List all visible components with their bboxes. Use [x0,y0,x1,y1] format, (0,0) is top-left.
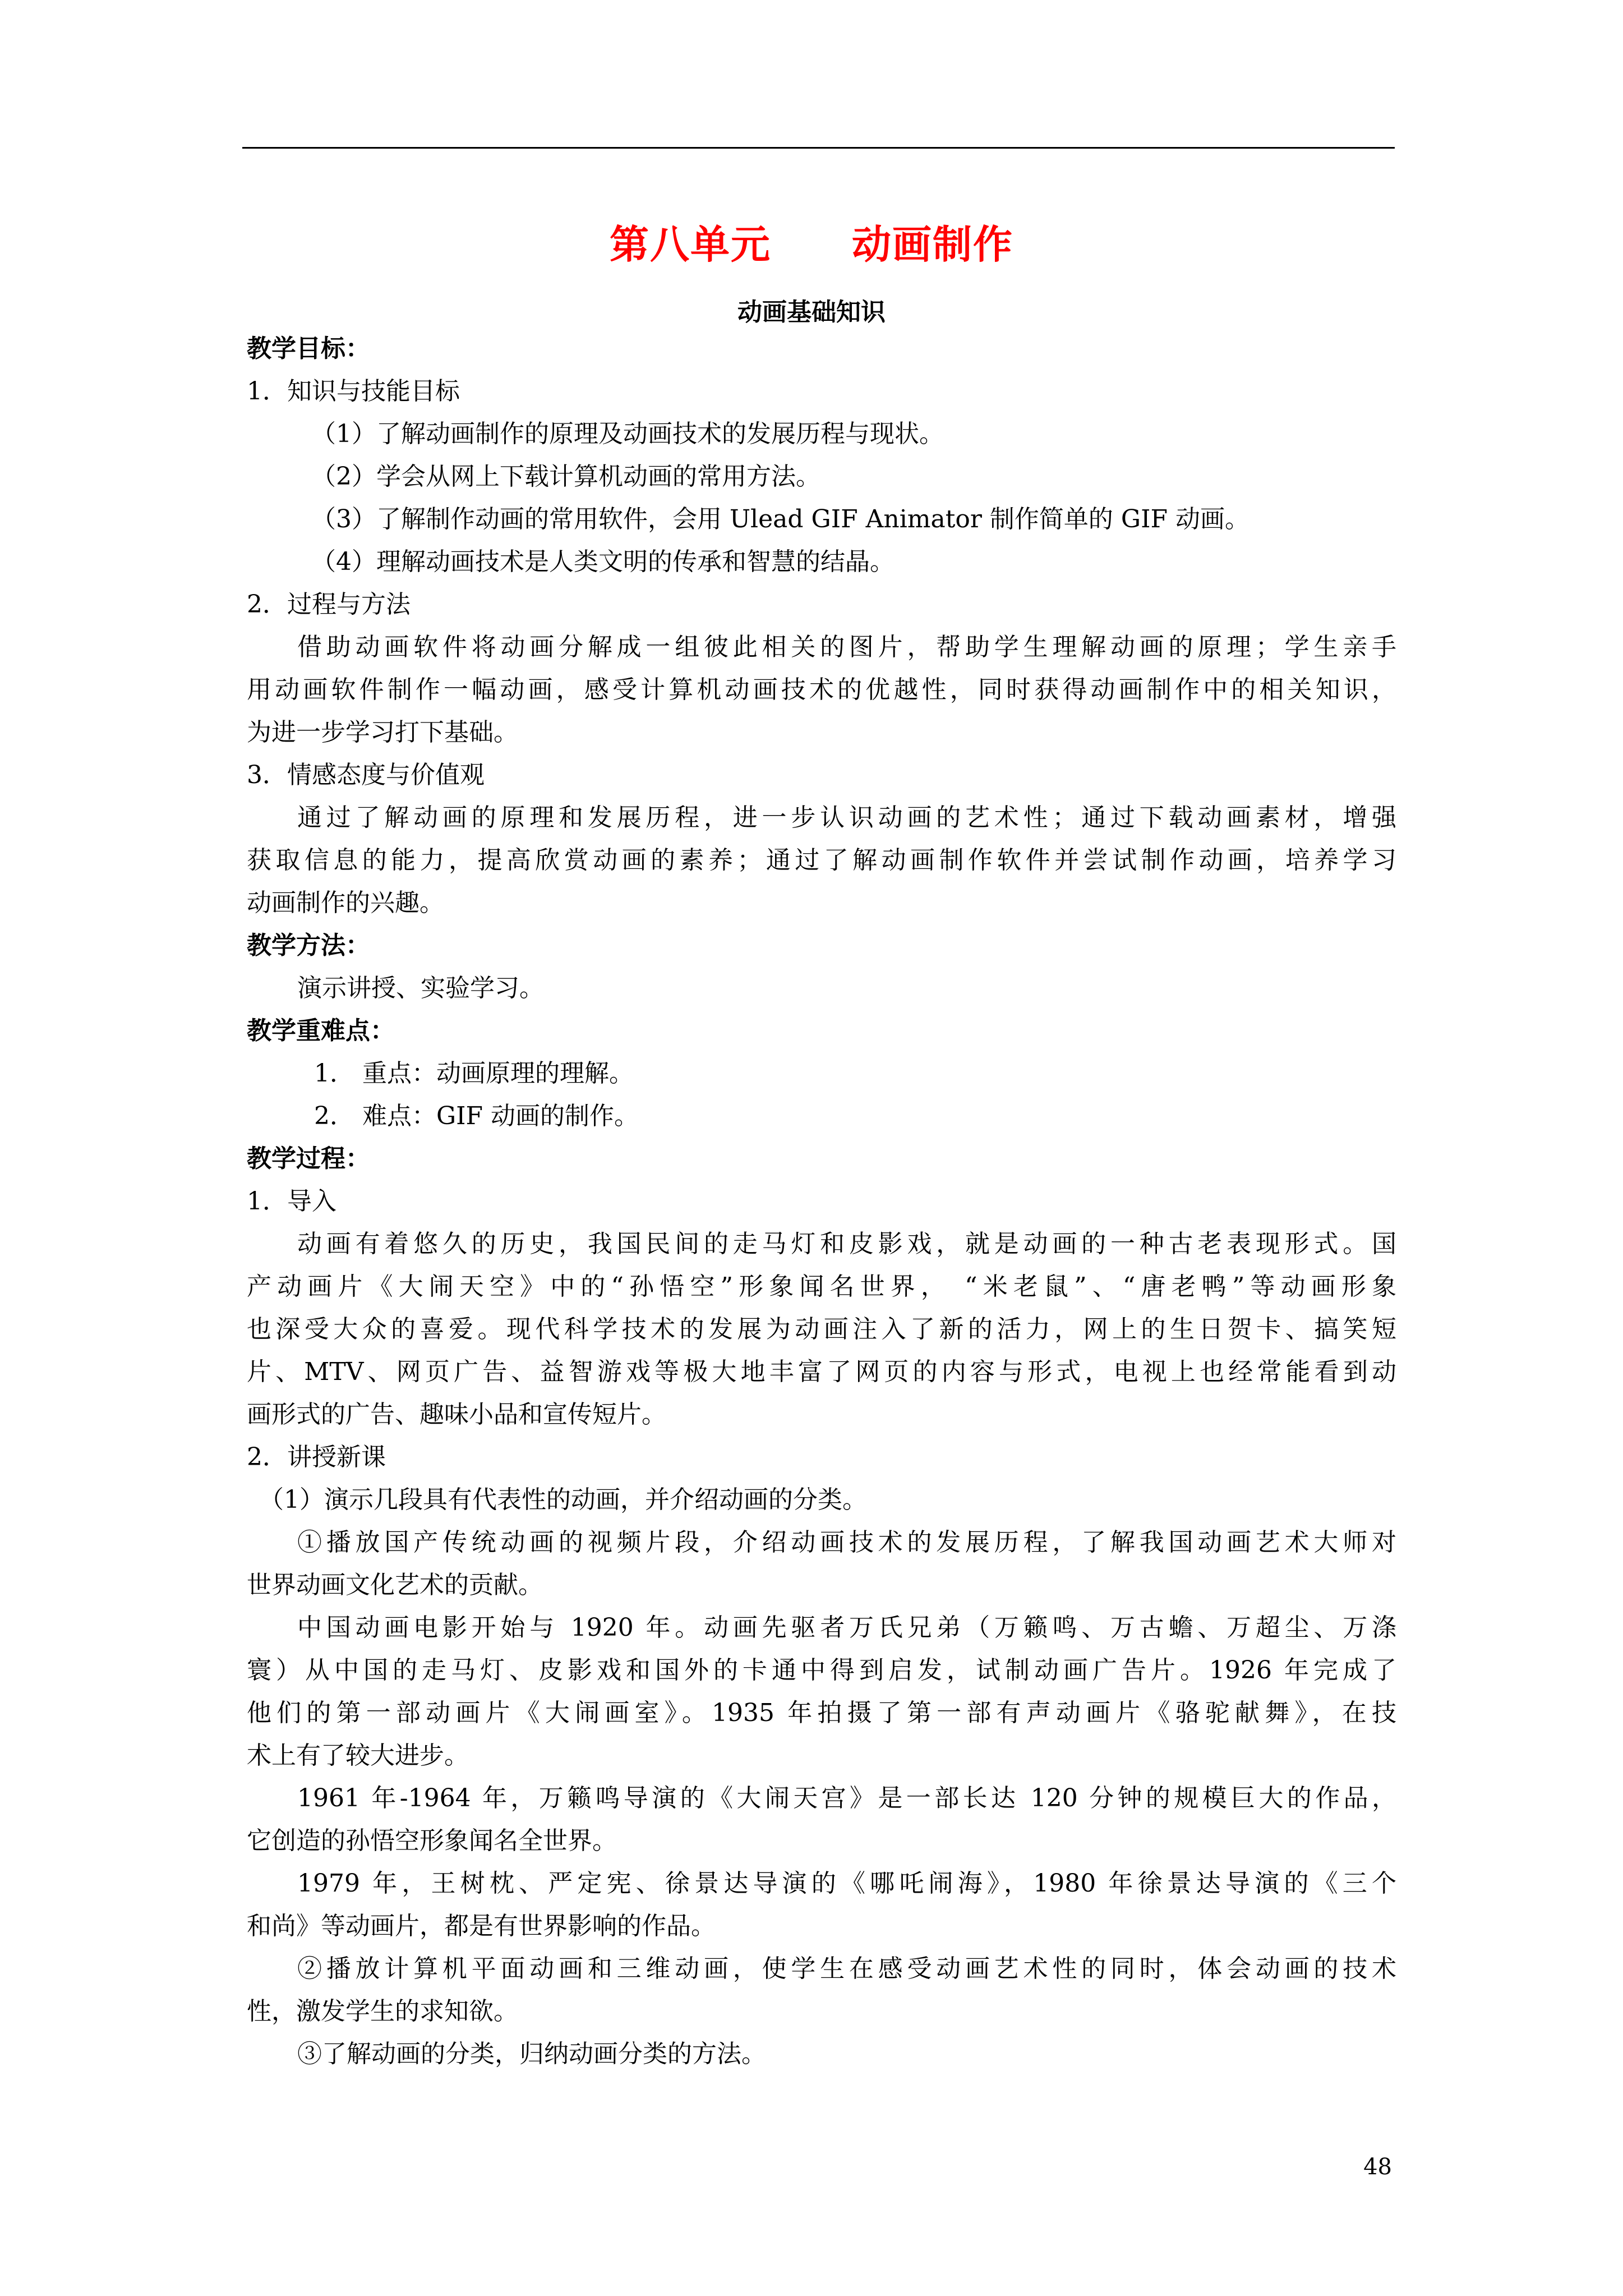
paragraph-line: 它创造的孙悟空形象闻名全世界。 [247,1826,617,1855]
paragraph-line: 演示讲授、实验学习。 [297,974,544,1002]
paragraph-line: 为进一步学习打下基础。 [247,718,518,747]
paragraph-line: 获取信息的能力，提高欣赏动画的素养；通过了解动画制作软件并尝试制作动画，培养学习 [247,846,1396,875]
paragraph-line: 片、MTV、网页广告、益智游戏等极大地丰富了网页的内容与形式，电视上也经常能看到动 [247,1358,1396,1386]
paragraph-line: 中国动画电影开始与 1920 年。动画先驱者万氏兄弟（万籁鸣、万古蟾、万超尘、万涤 [297,1613,1396,1642]
paragraph-line: 借助动画软件将动画分解成一组彼此相关的图片，帮助学生理解动画的原理；学生亲手 [297,633,1396,661]
heading-key-points: 教学重难点： [247,1016,395,1045]
goal-2: 2．过程与方法 [247,590,411,619]
paragraph-line: 1961 年-1964 年，万籁鸣导演的《大闹天宫》是一部长达 120 分钟的规模巨大的作品， [297,1784,1396,1812]
goal-1-item-3: （3）了解制作动画的常用软件，会用 Ulead GIF Animator 制作简单的 GIF 动画。 [311,505,1249,533]
paragraph-line: 产动画片《大闹天空》中的“孙悟空”形象闻名世界， “米老鼠”、“唐老鸭”等动画形象 [247,1272,1396,1301]
header-rule [242,147,1395,149]
paragraph-line: 和尚》等动画片，都是有世界影响的作品。 [247,1912,716,1940]
goal-1-item-4: （4）理解动画技术是人类文明的传承和智慧的结晶。 [311,547,895,576]
paragraph-line: 动画制作的兴趣。 [247,889,444,917]
process-2-item-1: （1）演示几段具有代表性的动画，并介绍动画的分类。 [259,1485,867,1514]
page-number: 48 [1363,2154,1392,2180]
paragraph-line: 术上有了较大进步。 [247,1741,469,1770]
paragraph-line: ①播放国产传统动画的视频片段，介绍动画技术的发展历程，了解我国动画艺术大师对 [297,1528,1396,1557]
goal-3: 3．情感态度与价值观 [247,761,485,789]
paragraph-line: 用动画软件制作一幅动画，感受计算机动画技术的优越性，同时获得动画制作中的相关知识， [247,675,1396,704]
goal-1-item-2: （2）学会从网上下载计算机动画的常用方法。 [311,462,820,491]
key-point-2: 2． 难点：GIF 动画的制作。 [314,1102,639,1130]
process-1: 1．导入 [247,1187,336,1216]
paragraph-line: ③了解动画的分类，归纳动画分类的方法。 [297,2040,766,2068]
paragraph-line: 通过了解动画的原理和发展历程，进一步认识动画的艺术性；通过下载动画素材，增强 [297,803,1396,832]
paragraph-line: 性，激发学生的求知欲。 [247,1997,518,2026]
paragraph-line: ②播放计算机平面动画和三维动画，使学生在感受动画艺术性的同时，体会动画的技术 [297,1954,1396,1983]
unit-title: 第八单元 动画制作 [610,222,1013,268]
heading-teaching-methods: 教学方法： [247,931,370,960]
process-2: 2．讲授新课 [247,1443,386,1471]
goal-1-item-1: （1）了解动画制作的原理及动画技术的发展历程与现状。 [311,420,944,448]
paragraph-line: 也深受大众的喜爱。现代科学技术的发展为动画注入了新的活力，网上的生日贺卡、搞笑短 [247,1315,1396,1343]
paragraph-line: 动画有着悠久的历史，我国民间的走马灯和皮影戏，就是动画的一种古老表现形式。国 [297,1230,1396,1258]
paragraph-line: 他们的第一部动画片《大闹画室》。1935 年拍摄了第一部有声动画片《骆驼献舞》，在技 [247,1699,1396,1727]
paragraph-line: 画形式的广告、趣味小品和宣传短片。 [247,1400,666,1429]
key-point-1: 1． 重点：动画原理的理解。 [314,1059,634,1088]
heading-teaching-goals: 教学目标： [247,334,370,363]
goal-1: 1．知识与技能目标 [247,377,460,406]
lesson-subtitle: 动画基础知识 [737,298,886,326]
paragraph-line: 1979 年，王树枕、严定宪、徐景达导演的《哪吒闹海》，1980 年徐景达导演的《三个 [297,1869,1396,1898]
paragraph-line: 世界动画文化艺术的贡献。 [247,1571,543,1599]
heading-teaching-process: 教学过程： [247,1144,370,1173]
paragraph-line: 寰）从中国的走马灯、皮影戏和国外的卡通中得到启发，试制动画广告片。1926 年完成了 [247,1656,1396,1685]
